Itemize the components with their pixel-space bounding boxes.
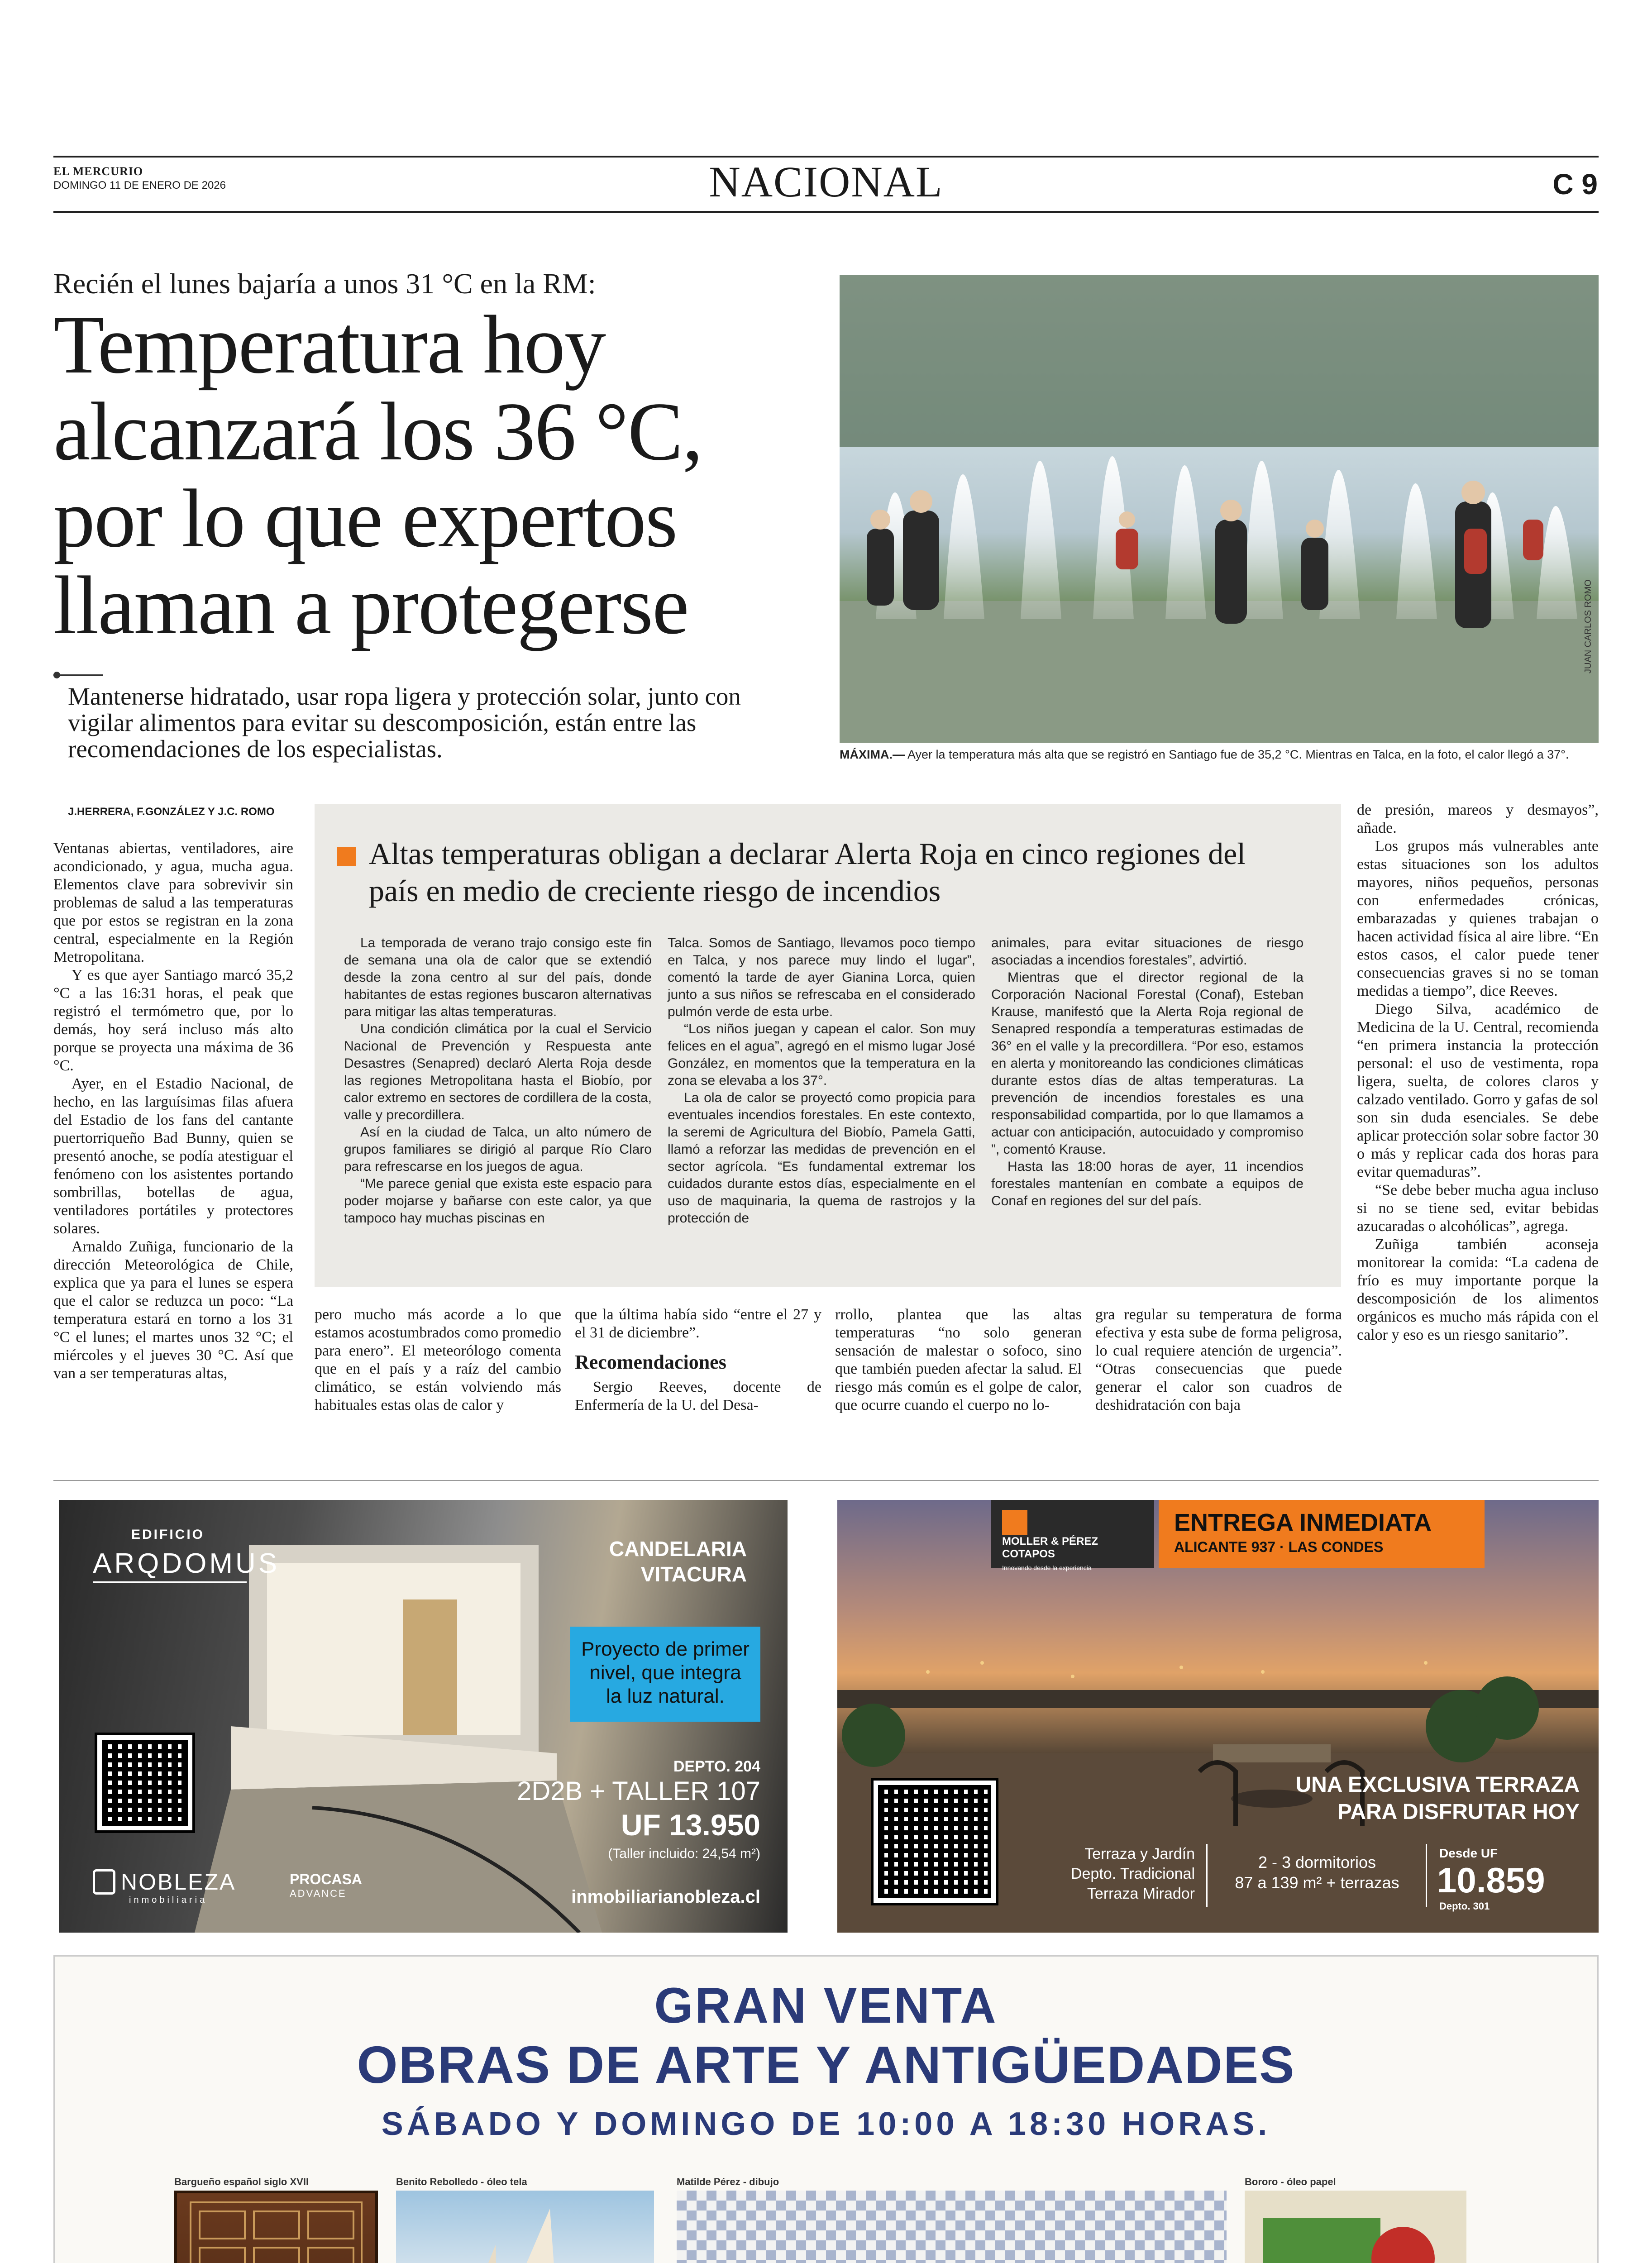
- body-column-4: [835, 1306, 1082, 1414]
- ad-promo-box: Proyecto de primer nivel, que integra la luz natural.: [570, 1627, 760, 1722]
- label-matilde: Matilde Pérez - dibujo: [677, 2176, 779, 2187]
- body-paragraph: Y es que ayer Santiago marcó 35,2 °C a las 16:31 horas, el peak que registró el termómetro que, por lo demás, hoy será incluso más alto porque se proyecta una máxima de 36 °C.: [53, 967, 293, 1074]
- nobleza-logo: [93, 1869, 236, 1905]
- ad-url[interactable]: inmobiliarianobleza.cl: [571, 1887, 760, 1907]
- ad-depto: DEPTO. 204: [673, 1758, 760, 1775]
- page-number: C 9: [1552, 168, 1598, 201]
- moller-logo-box: [991, 1500, 1154, 1571]
- sidebar-paragraph: Una condición climática por la cual el Servicio Nacional de Prevención y Respuesta ante Desastres (Senapred) declaró Alerta Roja desde las regiones Metropolitana hasta el Biobío, por calor extremo en sectores de cordillera de la costa, valle y precordillera.: [344, 1022, 652, 1122]
- art-matilde: [677, 2191, 1227, 2263]
- ad-divider: [1206, 1844, 1208, 1907]
- ad-features: Terraza y Jardín Depto. Tradicional Terraza Mirador: [1070, 1845, 1195, 1902]
- sidebar-paragraph: Así en la ciudad de Talca, un alto número de grupos familiares se dirigió al parque Río Claro para refrescarse en los juegos de agua.: [344, 1125, 652, 1174]
- sidebar-column-1: [344, 935, 652, 1227]
- lede-bullet: [53, 674, 103, 676]
- ad-depto-301: Depto. 301: [1439, 1900, 1490, 1912]
- ad-slogan: UNA EXCLUSIVA TERRAZA PARA DISFRUTAR HOY: [1295, 1773, 1580, 1824]
- label-bororo: Bororo - óleo papel: [1245, 2176, 1336, 2187]
- body-paragraph: pero mucho más acorde a lo que estamos acostumbrados como promedio para enero”. El meteorólogo comenta que en el país y a raíz del cambio climático, se están volviendo más habituales estas olas de calor y: [315, 1306, 561, 1413]
- nobleza-sub: inmobiliaria: [129, 1895, 208, 1905]
- lira-title-1: GRAN VENTA: [654, 1978, 998, 2034]
- sidebar-paragraph: animales, para evitar situaciones de riesgo asociadas a incendios forestales”, advirtió.: [991, 936, 1303, 968]
- lira-title-2: OBRAS DE ARTE Y ANTIGÜEDADES: [357, 2035, 1295, 2094]
- ad-qr-code[interactable]: [97, 1735, 192, 1830]
- sidebar-paragraph: Hasta las 18:00 horas de ayer, 11 incendios forestales mantenían en combate a equipos de Conaf en regiones del sur del país.: [991, 1159, 1303, 1208]
- sidebar-paragraph: Talca. Somos de Santiago, llevamos poco tiempo en Talca, y nos parece muy lindo el lugar”, comentó la tarde de ayer Gianina Lorca, quien junto a sus niños se refrescaba en el considerado pulmón verde de esta urbe.: [668, 936, 975, 1019]
- body-column-6: [1357, 801, 1599, 1344]
- sidebar-paragraph: La temporada de verano trajo consigo este fin de semana una ola de calor que se extendió desde la zona centro al sur del país, donde habitantes de estas regiones buscaron alternativas para mitigar las altas temperaturas.: [344, 936, 652, 1019]
- entrega-title: ENTREGA INMEDIATA: [1174, 1509, 1432, 1536]
- lede-dot: [53, 672, 60, 678]
- ad-rooms: 2 - 3 dormitorios: [1258, 1853, 1376, 1872]
- ad-config: 2D2B + TALLER 107: [517, 1776, 760, 1806]
- sidebar-column-3: [991, 935, 1303, 1210]
- body-column-3: [575, 1306, 821, 1414]
- lede: Mantenerse hidratado, usar ropa ligera y protección solar, junto con vigilar alimentos para evitar su descomposición, están entre las recomendaciones de los especialistas.: [68, 683, 741, 763]
- ad-price: UF 13.950: [621, 1808, 760, 1842]
- paper-name: EL MERCURIO: [53, 165, 143, 178]
- art-bargueno: [174, 2191, 378, 2263]
- moller-qr-code[interactable]: [874, 1781, 996, 1903]
- entrega-box: [1159, 1500, 1485, 1568]
- body-paragraph: Diego Silva, académico de Medicina de la U. Central, recomienda “en primera instancia la protección personal: el uso de vestimenta, ropa ligera, suelta, de colores claros y calzado ventilado. Gorro y gafas de sol son sin duda esenciales. Se debe aplicar protección solar sobre factor 30 o más y replicar cada dos horas para evitar quemaduras”.: [1357, 1001, 1599, 1180]
- ad-divider-2: [1426, 1844, 1427, 1907]
- body-paragraph: Los grupos más vulnerables ante estas situaciones son los adultos mayores, niños pequeños, personas con enfermedades crónicas, embarazadas y quienes trabajan o hacen actividad física al aire libre. “En estos casos, el calor puede tener consecuencias graves si no se toman medidas a tiempo”, dice Reeves.: [1357, 838, 1599, 999]
- photo-caption: [840, 747, 1582, 762]
- procasa-sub: ADVANCE: [290, 1888, 347, 1899]
- art-rebolledo: [396, 2191, 654, 2263]
- body-column-1: [53, 840, 293, 1383]
- body-paragraph: Zuñiga también aconseja monitorear la comida: “La cadena de frío es muy importante porque la descomposición de los alimentos orgánicos es mucho más rápida con el calor y eso es un riesgo sanitario”.: [1357, 1236, 1599, 1343]
- nobleza-name: NOBLEZA: [121, 1869, 236, 1895]
- body-paragraph: Sergio Reeves, docente de Enfermería de la U. del Desa-: [575, 1379, 821, 1413]
- sidebar-column-2: [668, 935, 975, 1227]
- headline: Temperatura hoy alcanzará los 36 °C, por lo que expertos llaman a protegerse: [53, 298, 702, 651]
- body-paragraph: gra regular su temperatura de forma efectiva y esta sube de forma peligrosa, lo cual requiere atención de urgencia”. “Otras consecuencias que puede generar el calor son cuadros de deshidratación con baja: [1095, 1306, 1342, 1413]
- byline: J.HERRERA, F.GONZÁLEZ Y J.C. ROMO: [68, 806, 275, 818]
- sidebar-paragraph: Mientras que el director regional de la Corporación Nacional Forestal (Conaf), Esteban Krause, manifestó que la Alerta Roja regional de Senapred respondía a temperaturas estimadas de 36° en el valle y la precordillera. “Por eso, estamos en alerta y monitoreando las condiciones climáticas durante estos días de altas temperaturas. La prevención de incendios forestales es una responsabilidad compartida, por lo que llamamos a actuar con anticipación, autocuidado y compromiso ”, comentó Krause.: [991, 970, 1303, 1157]
- body-paragraph: Arnaldo Zuñiga, funcionario de la dirección Meteorológica de Chile, explica que ya para el lunes se espera que el calor se reduzca un poco: “La temperatura estará en torno a los 31 °C el lunes; el martes unos 32 °C; el miércoles y el jueves 30 °C. Así que van a ser temperaturas altas,: [53, 1238, 293, 1382]
- ad-uf-price: 10.859: [1437, 1860, 1545, 1900]
- moller-sub: Innovando desde la experiencia: [1002, 1564, 1092, 1571]
- lead-photo: [840, 275, 1599, 743]
- issue-date: DOMINGO 11 DE ENERO DE 2026: [53, 179, 226, 191]
- body-column-2: [315, 1306, 561, 1414]
- bororo-painting: [1245, 2191, 1466, 2263]
- sailboat: [396, 2191, 654, 2263]
- ad-moller[interactable]: [837, 1500, 1599, 1933]
- entrega-address: ALICANTE 937 · LAS CONDES: [1174, 1539, 1384, 1555]
- body-paragraph: que la última había sido “entre el 27 y el 31 de diciembre”.: [575, 1306, 821, 1341]
- label-rebolledo: Benito Rebolledo - óleo tela: [396, 2176, 527, 2187]
- section-title: NACIONAL: [709, 158, 943, 206]
- ad-logo-line: [93, 1581, 247, 1583]
- body-paragraph: “Se debe beber mucha agua incluso si no se tiene sed, evitar bebidas azucaradas o alcohólicas”, agrega.: [1357, 1182, 1599, 1235]
- sidebar-title: Altas temperaturas obligan a declarar Alerta Roja en cinco regiones del país en medio de creciente riesgo de incendios: [369, 836, 1246, 908]
- section-heading: Recomendaciones: [575, 1351, 726, 1373]
- fountain-scene: [840, 275, 1599, 743]
- ad-area: 87 a 139 m² + terrazas: [1235, 1873, 1399, 1892]
- body-column-5: [1095, 1306, 1342, 1414]
- procasa-logo: [290, 1871, 362, 1900]
- caption-text: Ayer la temperatura más alta que se registró en Santiago fue de 35,2 °C. Mientras en Talca, en la foto, el calor llegó a 37°.: [905, 748, 1569, 761]
- sidebar-marker: [337, 847, 356, 866]
- art-bororo: [1245, 2191, 1466, 2263]
- body-paragraph: de presión, mareos y desmayos”, añade.: [1357, 802, 1599, 836]
- ad-edificio: EDIFICIO: [131, 1527, 205, 1542]
- sidebar-paragraph: La ola de calor se proyectó como propicia para eventuales incendios forestales. En este contexto, la seremi de Agricultura del Biobío, Pamela Gatti, llamó a reforzar las medidas de prevención en el sector agrícola. “Es fundamental extremar los cuidados durante estos días, especialmente en el uso de maquinaria, la quema de rastrojos y la protección de: [668, 1090, 975, 1226]
- photo-credit: JUAN CARLOS ROMO: [1583, 579, 1593, 673]
- lira-schedule: SÁBADO Y DOMINGO DE 10:00 A 18:30 HORAS.: [381, 2106, 1271, 2142]
- kicker: Recién el lunes bajaría a unos 31 °C en la RM:: [53, 267, 596, 300]
- sidebar-paragraph: “Los niños juegan y capean el calor. Son muy felices en el agua”, agregó en el mismo lugar José González, en momentos que la temperatura en la zona se elevaba a los 37°.: [668, 1022, 975, 1088]
- bargueno-drawers: [177, 2193, 375, 2263]
- nobleza-icon: [93, 1869, 115, 1895]
- moller-name: MOLLER & PÉREZ COTAPOS: [1002, 1535, 1098, 1560]
- body-paragraph: rrollo, plantea que las altas temperaturas “no solo generan sensación de malestar o sofoco, sino que también pueden afectar la salud. El riesgo más común es el golpe de calor, que ocurre cuando el cuerpo no lo-: [835, 1306, 1082, 1413]
- ad-arqdomus-logo: ARQDOMUS: [93, 1548, 280, 1579]
- body-paragraph: Ayer, en el Estadio Nacional, de hecho, en las larguísimas filas afuera del Estadio de los fans del cantante puertorriqueño Bad Bunny, quien se presentó anoche, se podía atestiguar el fenómeno con los asistentes portando sombrillas, botellas de agua, ventiladores portátiles y protectores solares.: [53, 1075, 293, 1237]
- ad-from: Desde UF: [1439, 1846, 1498, 1860]
- body-paragraph: Ventanas abiertas, ventiladores, aire acondicionado, y agua, mucha agua. Elementos clave para sobrevivir sin problemas de salud a las temperaturas que por estos se registran en la zona central, especialmente en la Región Metropolitana.: [53, 840, 293, 965]
- procasa-name: PROCASA: [290, 1871, 363, 1887]
- ad-price-note: (Taller incluido: 24,54 m²): [608, 1846, 760, 1861]
- ad-arqdomus[interactable]: [59, 1500, 788, 1933]
- caption-label: MÁXIMA.—: [840, 748, 905, 761]
- moller-icon: [1002, 1510, 1027, 1535]
- ad-location: CANDELARIA VITACURA: [609, 1537, 747, 1586]
- label-bargueno: Bargueño español siglo XVII: [174, 2176, 309, 2187]
- sidebar-paragraph: “Me parece genial que exista este espacio para poder mojarse y bañarse con este calor, ya que tampoco hay muchas piscinas en: [344, 1176, 652, 1226]
